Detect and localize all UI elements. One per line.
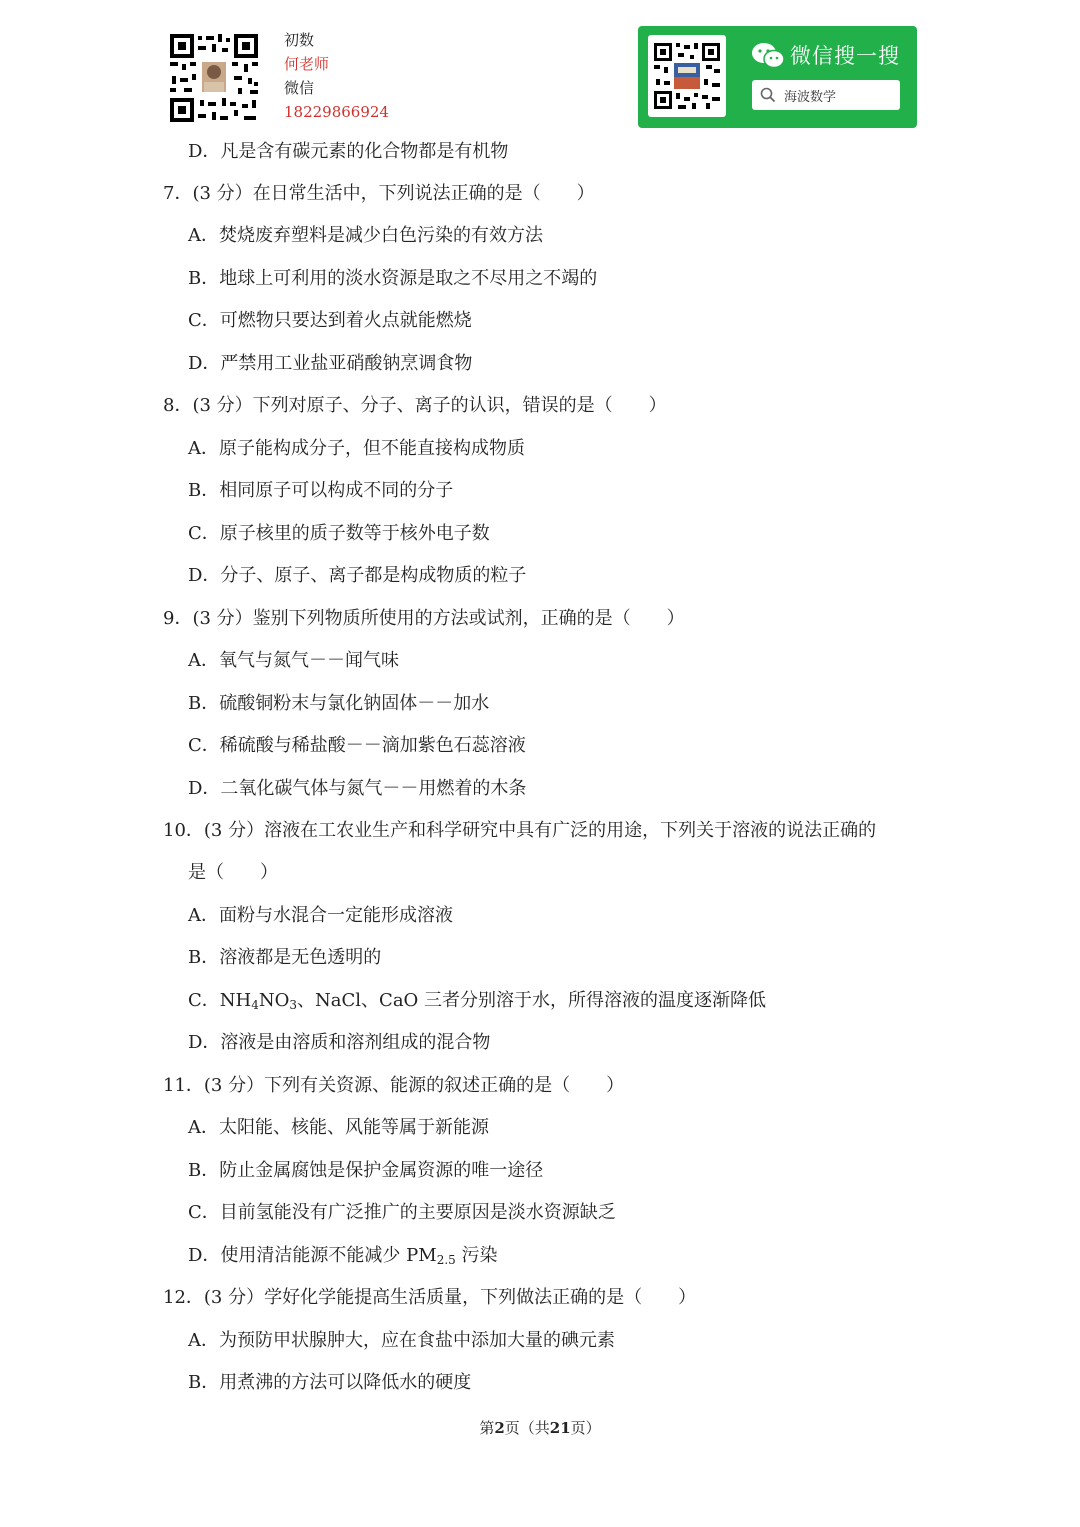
contact-line-wechat: 微信 — [284, 79, 315, 97]
contact-line-teacher: 何老师 — [284, 55, 330, 73]
q10-option-a: A．面粉与水混合一定能形成溶液 — [188, 905, 453, 926]
q7-option-c: C．可燃物只要达到着火点就能燃烧 — [188, 310, 472, 331]
q9-option-c: C．稀硫酸与稀盐酸－－滴加紫色石蕊溶液 — [188, 735, 526, 756]
qr-code-wechat — [648, 35, 726, 117]
q9-option-a: A．氧气与氮气－－闻气味 — [188, 650, 399, 671]
q9-option-d: D．二氧化碳气体与氮气－－用燃着的木条 — [188, 778, 527, 799]
q11-option-b: B．防止金属腐蚀是保护金属资源的唯一途径 — [188, 1160, 544, 1181]
q11-stem: 11．(3 分）下列有关资源、能源的叙述正确的是（ ） — [163, 1075, 625, 1096]
q7-stem: 7．(3 分）在日常生活中，下列说法正确的是（ ） — [163, 183, 595, 204]
q10-option-b: B．溶液都是无色透明的 — [188, 947, 382, 968]
wechat-search-text: 海波数学 — [784, 90, 837, 105]
wechat-logo-icon — [751, 42, 785, 74]
q8-option-c: C．原子核里的质子数等于核外电子数 — [188, 523, 490, 544]
q8-option-d: D．分子、原子、离子都是构成物质的粒子 — [188, 565, 527, 586]
q10-option-d: D．溶液是由溶质和溶剂组成的混合物 — [188, 1032, 491, 1053]
contact-line-subject: 初数 — [284, 31, 315, 49]
contact-info — [284, 28, 389, 124]
q12-option-b: B．用煮沸的方法可以降低水的硬度 — [188, 1372, 472, 1393]
q11-option-a: A．太阳能、核能、风能等属于新能源 — [188, 1117, 489, 1138]
q10-stem-continued: 是（ ） — [188, 862, 278, 883]
q12-stem: 12．(3 分）学好化学能提高生活质量，下列做法正确的是（ ） — [163, 1287, 697, 1308]
q11-option-c: C．目前氢能没有广泛推广的主要原因是淡水资源缺乏 — [188, 1202, 616, 1223]
wechat-search-banner[interactable] — [638, 26, 917, 128]
search-icon — [760, 87, 776, 107]
q9-option-b: B．硫酸铜粉末与氯化钠固体－－加水 — [188, 693, 490, 714]
q11-option-d: D．使用清洁能源不能减少 $PM_{2.5}$ 污染 — [188, 1245, 498, 1267]
wechat-search-box[interactable] — [752, 80, 900, 110]
q7-option-d: D．严禁用工业盐亚硝酸钠烹调食物 — [188, 353, 473, 374]
q6-option-d: D．凡是含有碳元素的化合物都是有机物 — [188, 141, 509, 162]
q7-option-a: A．焚烧废弃塑料是减少白色污染的有效方法 — [188, 225, 543, 246]
q8-stem: 8．(3 分）下列对原子、分子、离子的认识，错误的是（ ） — [163, 395, 667, 416]
q9-stem: 9．(3 分）鉴别下列物质所使用的方法或试剂，正确的是（ ） — [163, 608, 685, 629]
q8-option-b: B．相同原子可以构成不同的分子 — [188, 480, 454, 501]
contact-phone: 18229866924 — [284, 103, 389, 121]
q10-option-c: C．$NH_4NO_3$、NaCl、CaO 三者分别溶于水，所得溶液的温度逐渐降低 — [188, 990, 767, 1012]
q12-option-a: A．为预防甲状腺肿大，应在食盐中添加大量的碘元素 — [188, 1330, 615, 1351]
qr-code-personal — [168, 32, 260, 124]
q8-option-a: A．原子能构成分子，但不能直接构成物质 — [188, 438, 525, 459]
wechat-search-title: 微信搜一搜 — [790, 44, 900, 68]
page-number-footer: 第2页（共21页） — [479, 1419, 601, 1437]
q7-option-b: B．地球上可利用的淡水资源是取之不尽用之不竭的 — [188, 268, 598, 289]
q10-stem: 10．(3 分）溶液在工农业生产和科学研究中具有广泛的用途，下列关于溶液的说法正确的 — [163, 820, 877, 841]
